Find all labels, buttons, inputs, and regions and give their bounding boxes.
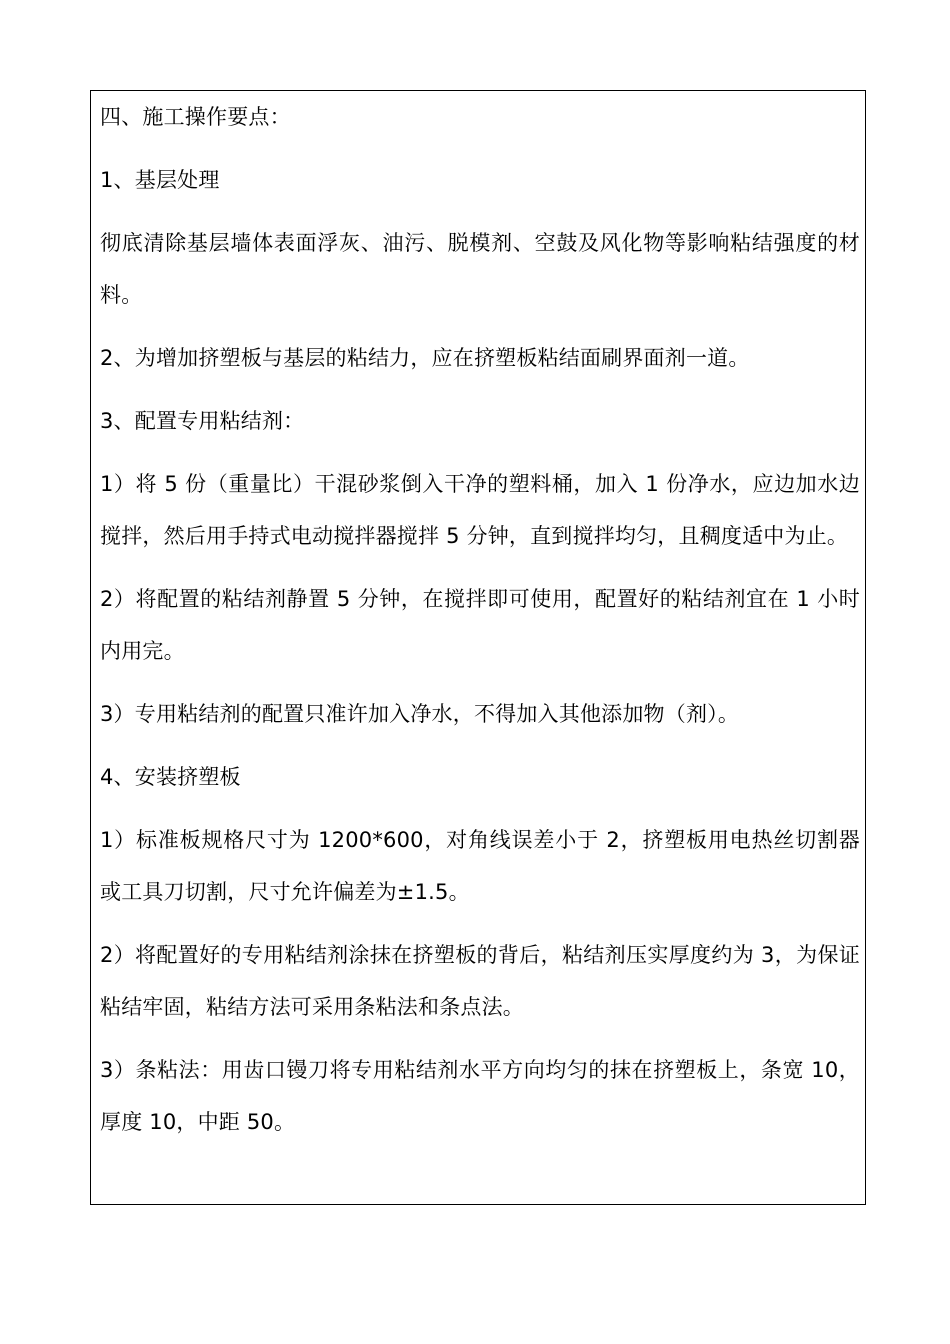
- list-item: 1）将 5 份（重量比）干混砂浆倒入干净的塑料桶，加入 1 份净水，应边加水边搅拌，然后用手持式电动搅拌器搅拌 5 分钟，直到搅拌均匀，且稠度适中为止。: [100, 472, 860, 548]
- document-frame: [90, 90, 866, 1205]
- list-item: 2）将配置好的专用粘结剂涂抹在挤塑板的背后，粘结剂压实厚度约为 3，为保证粘结牢固，粘结方法可采用条粘法和条点法。: [100, 943, 860, 1019]
- paragraph: 2、为增加挤塑板与基层的粘结力，应在挤塑板粘结面刷界面剂一道。: [100, 346, 750, 370]
- document-content: [100, 91, 860, 1159]
- list-item: 1）标准板规格尺寸为 1200*600，对角线误差小于 2，挤塑板用电热丝切割器或工具刀切割，尺寸允许偏差为±1.5。: [100, 828, 860, 904]
- list-item: 2）将配置的粘结剂静置 5 分钟，在搅拌即可使用，配置好的粘结剂宜在 1 小时内用完。: [100, 587, 860, 663]
- section-heading: 四、施工操作要点：: [100, 105, 291, 129]
- list-item: 3）条粘法：用齿口镘刀将专用粘结剂水平方向均匀的抹在挤塑板上，条宽 10，厚度 10，中距 50。: [100, 1058, 860, 1134]
- list-item: 3）专用粘结剂的配置只准许加入净水，不得加入其他添加物（剂）。: [100, 702, 740, 726]
- subsection-heading: 1、基层处理: [100, 168, 220, 192]
- paragraph: 彻底清除基层墙体表面浮灰、油污、脱模剂、空鼓及风化物等影响粘结强度的材料。: [100, 231, 860, 307]
- subsection-heading: 3、配置专用粘结剂：: [100, 409, 305, 433]
- subsection-heading: 4、安装挤塑板: [100, 765, 241, 789]
